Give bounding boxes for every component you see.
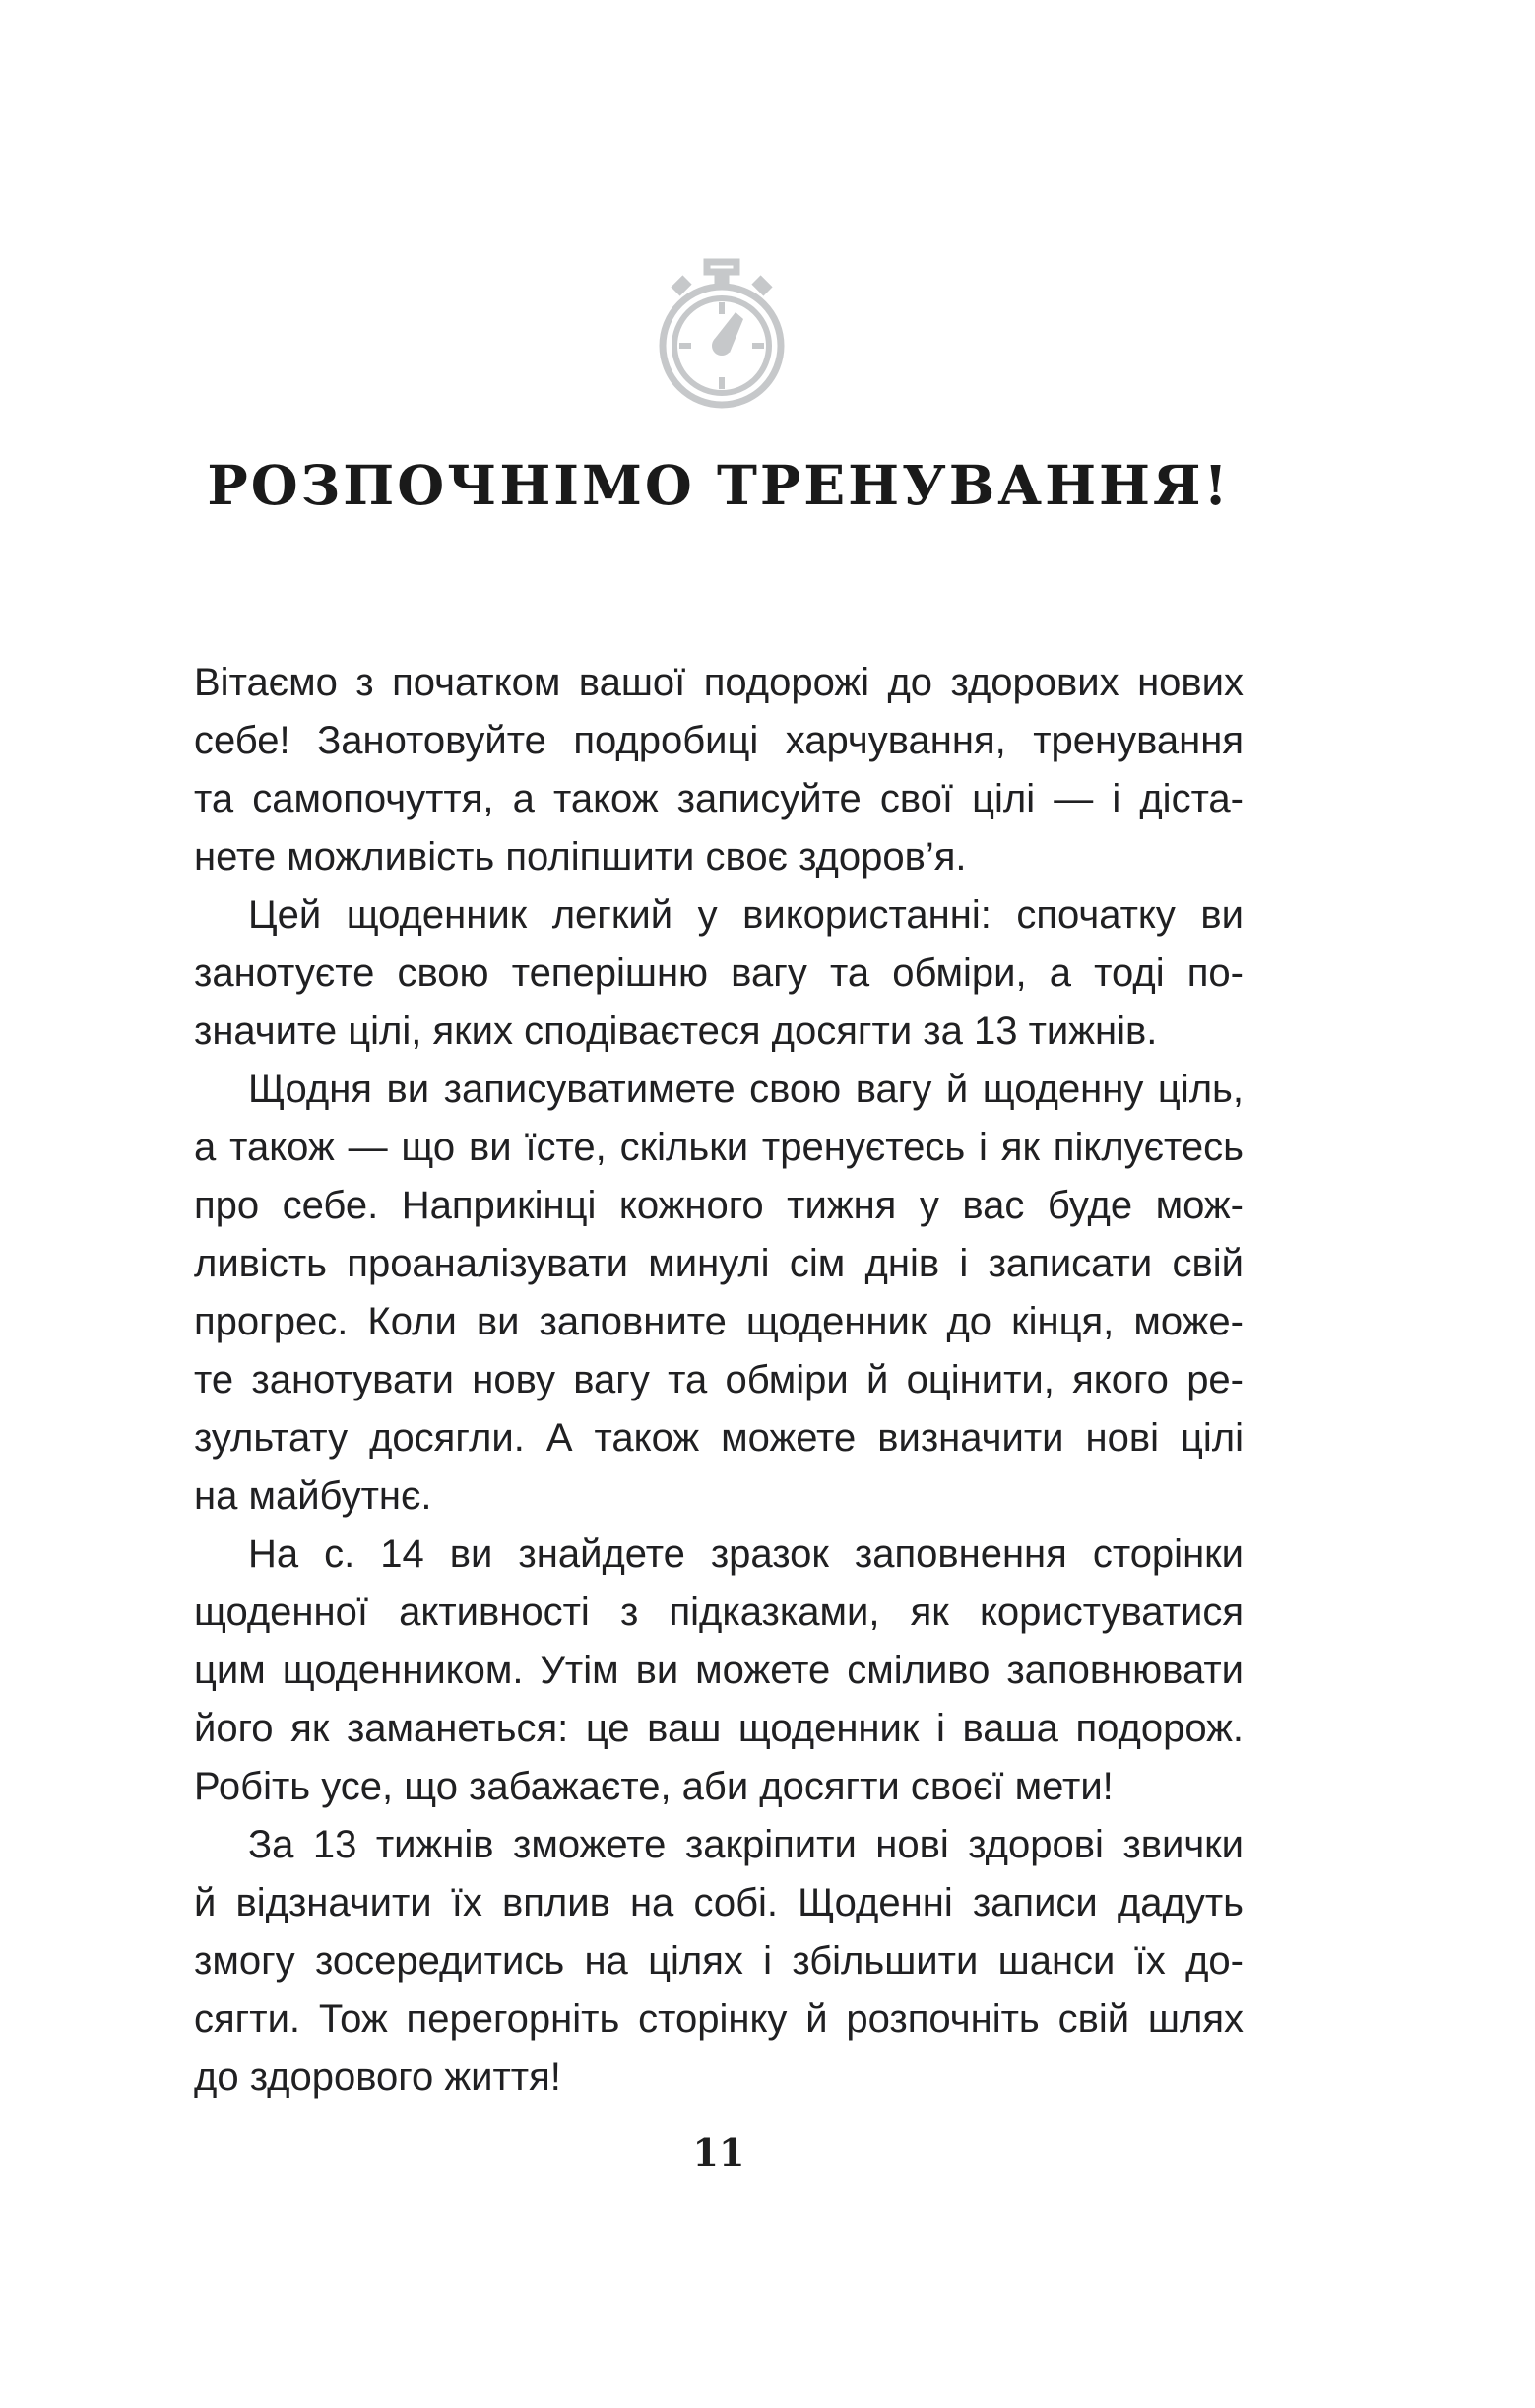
text-line: його як заманеться: це ваш щоденник і ваша подорож. — [194, 1707, 1244, 1750]
text-line: На с. 14 ви знайдете зразок заповнення сторінки — [248, 1532, 1244, 1576]
text-line: За 13 тижнів зможете закріпити нові здорові звички — [248, 1823, 1244, 1866]
text-line: а також — що ви їсте, скільки тренуєтесь і як піклуєтесь — [194, 1126, 1244, 1169]
stopwatch-icon — [658, 257, 786, 411]
text-line: нете можливість поліпшити своє здоров’я. — [194, 835, 967, 879]
text-line: про себе. Наприкінці кожного тижня у вас буде мож- — [194, 1184, 1244, 1227]
text-line: сягти. Тож перегорніть сторінку й розпочніть свій шлях — [194, 1997, 1244, 2041]
text-line: Робіть усе, що забажаєте, аби досягти своєї мети! — [194, 1765, 1114, 1808]
text-line: та самопочуття, а також записуйте свої цілі — і діста- — [194, 777, 1244, 820]
text-line: на майбутнє. — [194, 1474, 432, 1518]
text-line: до здорового життя! — [194, 2055, 561, 2099]
text-line: Вітаємо з початком вашої подорожі до здорових нових — [194, 661, 1244, 704]
body-text — [194, 654, 1244, 2107]
text-line: Цей щоденник легкий у використанні: спочатку ви — [248, 893, 1244, 937]
text-line: цим щоденником. Утім ви можете сміливо заповнювати — [194, 1649, 1244, 1692]
text-line: щоденної активності з підказками, як користуватися — [194, 1591, 1244, 1634]
text-line: змогу зосередитись на цілях і збільшити шанси їх до- — [194, 1939, 1244, 1983]
chapter-title: РОЗПОЧНІМО ТРЕНУВАННЯ! — [207, 453, 1231, 517]
text-line: й відзначити їх вплив на собі. Щоденні записи дадуть — [194, 1881, 1244, 1924]
text-line: прогрес. Коли ви заповните щоденник до кінця, може- — [194, 1300, 1244, 1343]
text-line: ливість проаналізувати минулі сім днів і записати свій — [194, 1242, 1244, 1285]
text-line: зультату досягли. А також можете визначити нові цілі — [194, 1416, 1244, 1460]
text-line: те занотувати нову вагу та обміри й оцінити, якого ре- — [194, 1358, 1244, 1401]
text-line: занотуєте свою теперішню вагу та обміри, а тоді по- — [194, 951, 1244, 995]
page-number: 11 — [692, 2130, 745, 2175]
text-line: значите цілі, яких сподіваєтеся досягти за 13 тижнів. — [194, 1009, 1158, 1053]
text-line: Щодня ви записуватимете свою вагу й щоденну ціль, — [248, 1068, 1244, 1111]
text-line: себе! Занотовуйте подробиці харчування, тренування — [194, 719, 1244, 762]
